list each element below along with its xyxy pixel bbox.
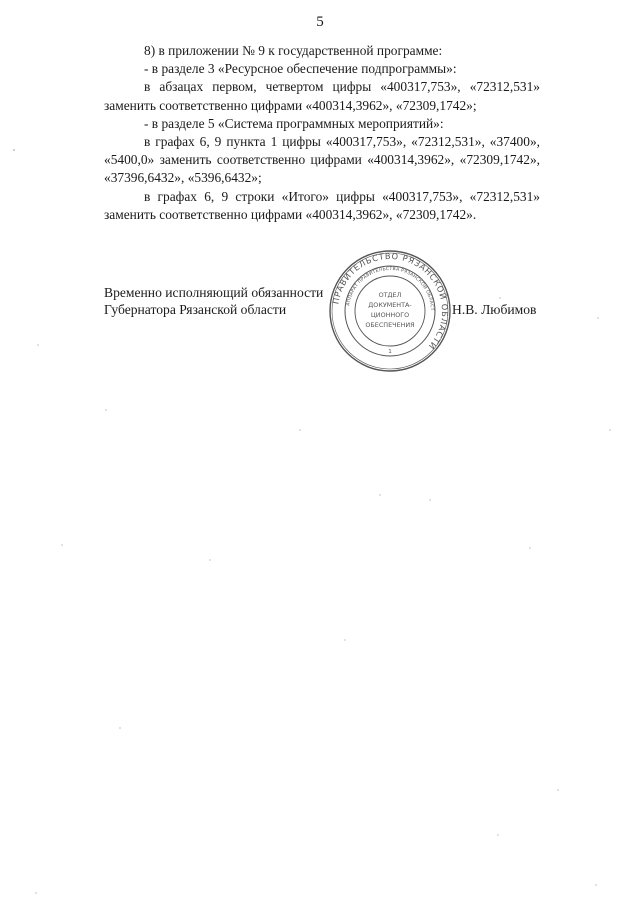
stamp-center-line4: ОБЕСПЕЧЕНИЯ — [365, 321, 415, 329]
stamp-outer-text: ПРАВИТЕЛЬСТВО РЯЗАНСКОЙ ОБЛАСТИ — [330, 250, 451, 352]
paragraph-replace-punkt-1: в графах 6, 9 пункта 1 цифры «400317,753», «72312,531», «37400», «5400,0» заменить соответственно цифрами «400314,3962», «72309,1742», «37396,6432», «5396,6432»; — [104, 134, 540, 186]
signature-name: Н.В. Любимов — [452, 302, 537, 317]
paragraph-section-3: - в разделе 3 «Ресурсное обеспечение подпрограммы»: — [144, 61, 457, 77]
paragraph-item-8: 8) в приложении № 9 к государственной программе: — [144, 43, 443, 58]
signature-position-line1: Временно исполняющий обязанности — [104, 285, 324, 300]
signature-position-line2: Губернатора Рязанской области — [104, 302, 287, 317]
paragraph-replace-abzacy: в абзацах первом, четвертом цифры «400317,753», «72312,531» заменить соответственно цифрами «400314,3962», «72309,1742»; — [104, 79, 540, 113]
stamp-bottom-mark: 1 — [388, 349, 392, 355]
stamp-center-line1: ОТДЕЛ — [378, 291, 402, 299]
paragraph-replace-itogo: в графах 6, 9 строки «Итого» цифры «400317,753», «72312,531» заменить соответственно цифрами «400314,3962», «72309,1742». — [104, 188, 540, 222]
stamp-inner-text: АППАРАТ ПРАВИТЕЛЬСТВА РЯЗАНСКОЙ ОБЛАСТ — [346, 266, 435, 311]
stamp-center-line2: ДОКУМЕНТА- — [368, 301, 412, 309]
page-number: 5 — [316, 14, 324, 30]
paragraph-section-5: - в разделе 5 «Система программных мероприятий»: — [144, 115, 444, 131]
stamp-center-line3: ЦИОННОГО — [370, 311, 410, 319]
